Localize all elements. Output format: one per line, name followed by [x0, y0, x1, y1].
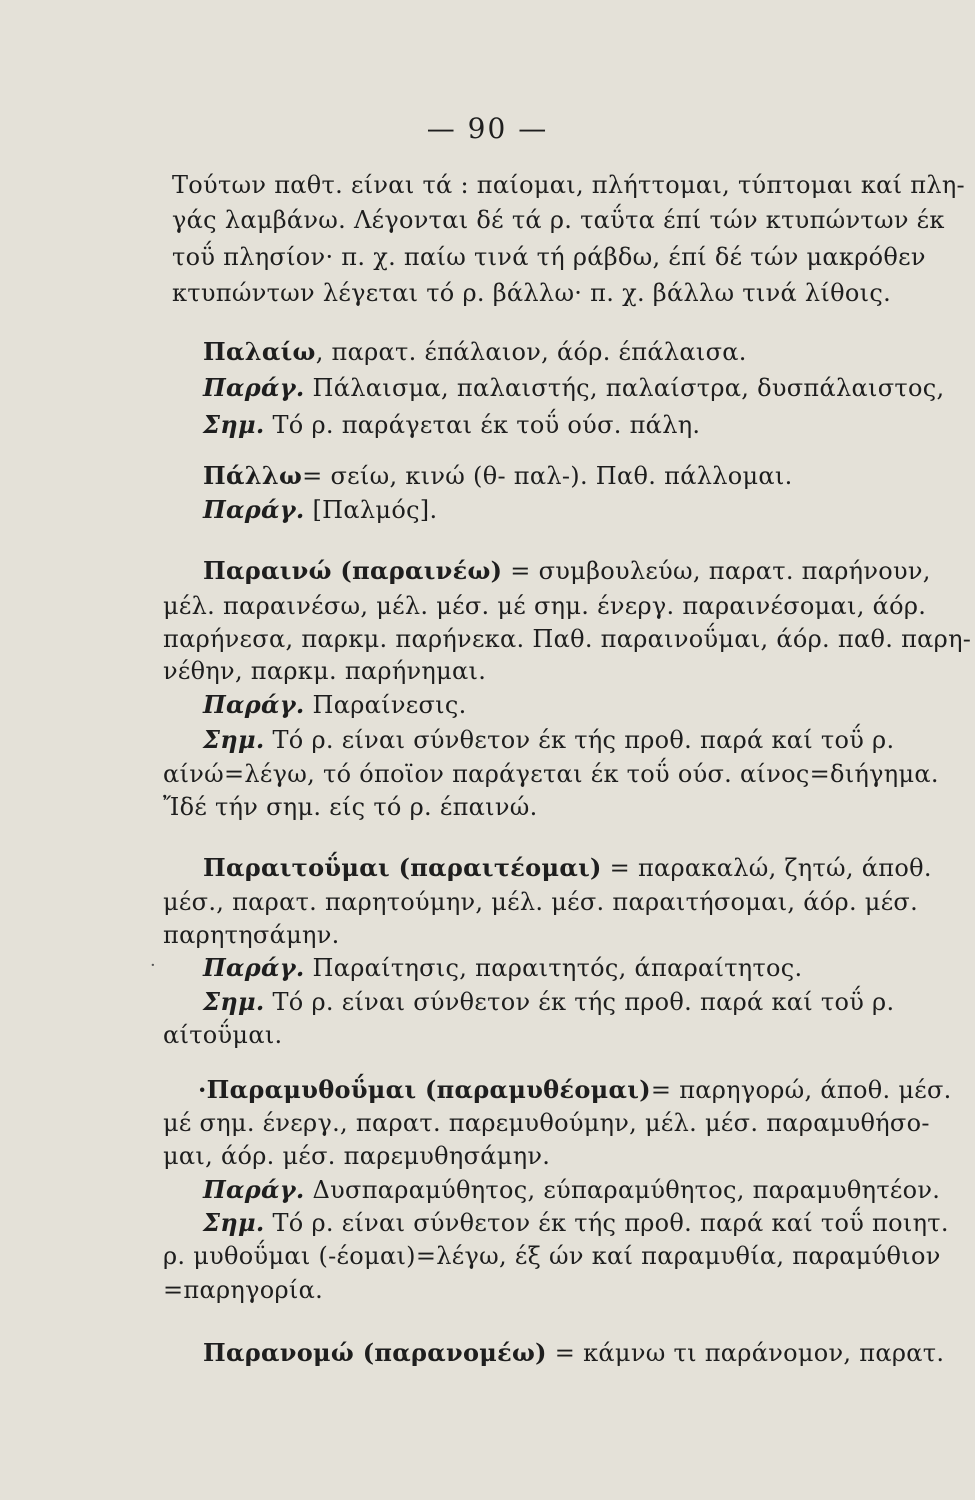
entry-line: αίνώ=λέγω, τό όποϊον παράγεται έκ τοΰ ούσ. αίνος=διήγημα. — [163, 760, 939, 788]
headword: ·Παραμυθοΰμαι (παραμυθέομαι) — [198, 1075, 651, 1104]
headword: Παραιτοΰμαι (παραιτέομαι) — [203, 853, 602, 882]
entry-line: νέθην, παρκμ. παρήνημαι. — [163, 657, 487, 685]
entry-line: Παράγ. Παραίνεσις. — [203, 690, 467, 719]
entry-line: Παρανομώ (παρανομέω) = κάμνω τι παράνομον, παρατ. — [203, 1338, 945, 1367]
entry-line: Σημ. Τό ρ. παράγεται έκ τοΰ ούσ. πάλη. — [203, 410, 701, 439]
headword: Παλαίω — [203, 337, 316, 366]
entry-line: ·Παραμυθοΰμαι (παραμυθέομαι)= παρηγορώ, άποθ. μέσ. — [198, 1075, 952, 1104]
headword: Πάλλω — [203, 461, 303, 490]
entry-line: παρήνεσα, παρκμ. παρήνεκα. Παθ. παραινοΰμαι, άόρ. παθ. παρη- — [163, 625, 972, 653]
entry-line: παρητησάμην. — [163, 921, 340, 949]
headword: Παραινώ (παραινέω) — [203, 556, 503, 585]
entry-line: Σημ. Τό ρ. είναι σύνθετον έκ τής προθ. παρά καί τοΰ ρ. — [203, 725, 895, 754]
entry-line: μαι, άόρ. μέσ. παρεμυθησάμην. — [163, 1142, 551, 1170]
note-label: Σημ. — [203, 410, 265, 439]
entry-line: =παρηγορία. — [163, 1276, 324, 1304]
entry-line: Παράγ. Πάλαισμα, παλαιστής, παλαίστρα, δυσπάλαιστος, — [203, 373, 945, 402]
note-label: Σημ. — [203, 1208, 265, 1237]
text-line: τοΰ πλησίον· π. χ. παίω τινά τή ράβδω, έπί δέ τών μακρόθεν — [172, 243, 926, 271]
note-label: Σημ. — [203, 725, 265, 754]
derivation-label: Παράγ. — [203, 373, 305, 402]
entry-line: Παράγ. Δυσπαραμύθητος, εύπαραμύθητος, παραμυθητέον. — [203, 1175, 941, 1204]
stray-mark: · — [150, 955, 156, 976]
entry-line: Παράγ. [Παλμός]. — [203, 495, 438, 524]
entry-line: Παράγ. Παραίτησις, παραιτητός, άπαραίτητος. — [203, 953, 803, 982]
entry-line: Σημ. Τό ρ. είναι σύνθετον έκ τής προθ. παρά καί τοΰ ρ. — [203, 987, 895, 1016]
entry-line: Πάλλω= σείω, κινώ (θ- παλ-). Παθ. πάλλομαι. — [203, 461, 793, 490]
entry-line: μέ σημ. ένεργ., παρατ. παρεμυθούμην, μέλ. μέσ. παραμυθήσο- — [163, 1109, 930, 1137]
derivation-label: Παράγ. — [203, 690, 305, 719]
entry-line: Ἴδέ τήν σημ. είς τό ρ. έπαινώ. — [163, 793, 538, 821]
entry-line: αίτοΰμαι. — [163, 1021, 283, 1049]
entry-line: Σημ. Τό ρ. είναι σύνθετον έκ τής προθ. παρά καί τοΰ ποιητ. — [203, 1208, 949, 1237]
text-line: Τούτων παθτ. είναι τά : παίομαι, πλήττομαι, τύπτομαι καί πλη- — [172, 171, 965, 199]
entry-line: ρ. μυθοΰμαι (-έομαι)=λέγω, έξ ών καί παραμυθία, παραμύθιον — [163, 1242, 941, 1270]
entry-line: Παραινώ (παραινέω) = συμβουλεύω, παρατ. παρήνουν, — [203, 556, 931, 585]
entry-line: Παραιτοΰμαι (παραιτέομαι) = παρακαλώ, ζητώ, άποθ. — [203, 853, 932, 882]
note-label: Σημ. — [203, 987, 265, 1016]
derivation-label: Παράγ. — [203, 1175, 305, 1204]
page-number: — 90 — — [426, 112, 549, 145]
entry-line: μέσ., παρατ. παρητούμην, μέλ. μέσ. παραιτήσομαι, άόρ. μέσ. — [163, 888, 919, 916]
entry-line: μέλ. παραινέσω, μέλ. μέσ. μέ σημ. ένεργ. παραινέσομαι, άόρ. — [163, 592, 927, 620]
entry-line: Παλαίω, παρατ. έπάλαιον, άόρ. έπάλαισα. — [203, 337, 747, 366]
headword: Παρανομώ (παρανομέω) — [203, 1338, 547, 1367]
derivation-label: Παράγ. — [203, 953, 305, 982]
derivation-label: Παράγ. — [203, 495, 305, 524]
text-line: κτυπώντων λέγεται τό ρ. βάλλω· π. χ. βάλλω τινά λίθοις. — [172, 279, 892, 307]
text-line: γάς λαμβάνω. Λέγονται δέ τά ρ. ταΰτα έπί τών κτυπώντων έκ — [172, 206, 945, 234]
